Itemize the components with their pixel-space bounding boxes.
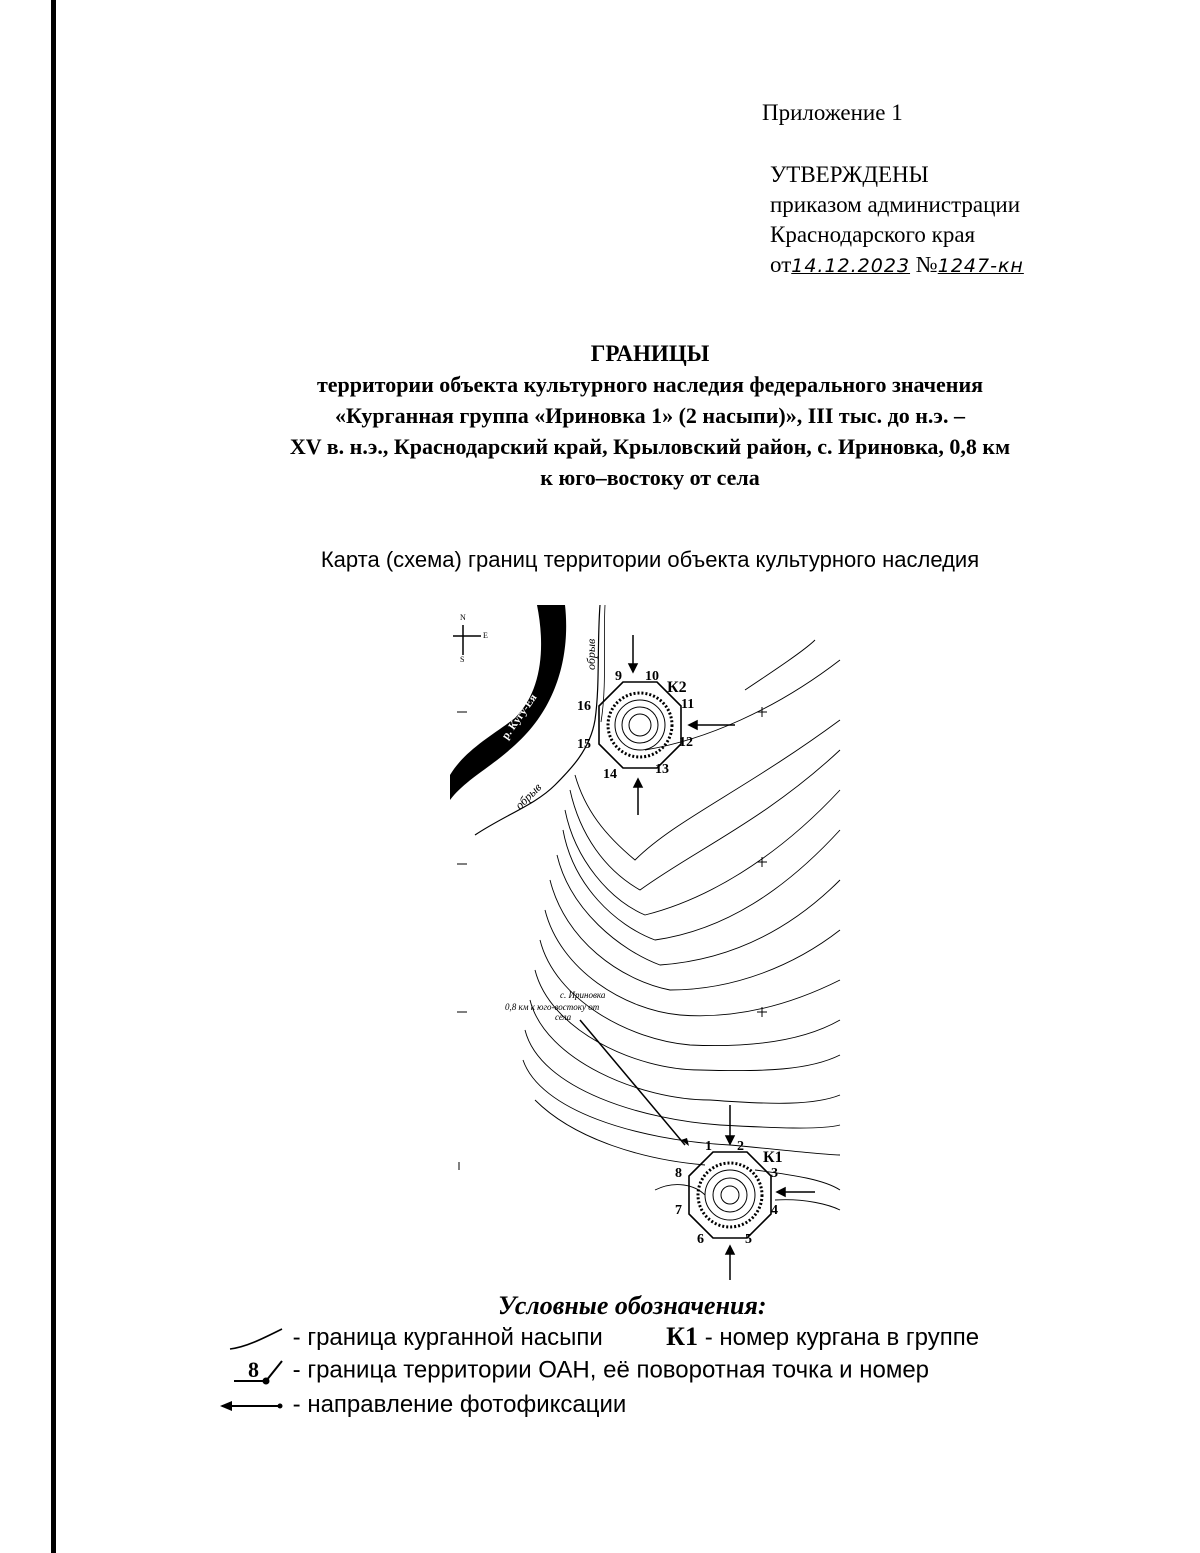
- order-number: 1247-кн: [937, 255, 1024, 277]
- legend-row-photo: [218, 1391, 626, 1419]
- turning-point-icon: [228, 1355, 286, 1387]
- svg-text:E: E: [483, 631, 488, 640]
- cliff-label-bottom: обрыв: [512, 780, 545, 813]
- point-4: 4: [771, 1203, 778, 1218]
- legend-mound-text: - граница курганной насыпи: [292, 1324, 603, 1351]
- svg-text:с. Ириновка: с. Ириновка: [560, 990, 606, 1000]
- svg-text:0,8 км к юго-востоку от: 0,8 км к юго-востоку от: [505, 1002, 600, 1012]
- svg-text:8: 8: [248, 1357, 259, 1382]
- compass-icon: [453, 613, 488, 664]
- point-3: 3: [771, 1166, 778, 1181]
- title-line-2: «Курганная группа «Ириновка 1» (2 насыпи)», III тыс. до н.э. –: [335, 403, 965, 428]
- date-prefix: от: [770, 252, 792, 277]
- legend-row-territory: [228, 1355, 929, 1387]
- approved-line-2: Краснодарского края: [770, 222, 976, 247]
- kurgan-k1-label: К1: [763, 1149, 783, 1166]
- point-1: 1: [705, 1139, 712, 1154]
- legend-k-symbol: К1: [666, 1322, 699, 1351]
- point-2: 2: [737, 1139, 744, 1154]
- kurgan-k2-label: К2: [667, 679, 687, 696]
- appendix-label: Приложение 1: [762, 100, 903, 125]
- cliff-label-top: обрыв: [584, 638, 598, 670]
- point-16: 16: [577, 699, 591, 714]
- point-8: 8: [675, 1166, 682, 1181]
- point-6: 6: [697, 1232, 704, 1247]
- river-band: [450, 605, 566, 800]
- boundary-map: [445, 600, 865, 1280]
- map-caption: Карта (схема) границ территории объекта культурного наследия: [320, 547, 980, 572]
- svg-text:S: S: [460, 655, 465, 664]
- point-10: 10: [645, 669, 659, 684]
- approved-title: УТВЕРЖДЕНЫ: [770, 162, 929, 187]
- river-label: р. Кугу-Ея: [499, 692, 540, 742]
- point-5: 5: [745, 1232, 752, 1247]
- point-7: 7: [675, 1203, 682, 1218]
- legend-row-mound: [228, 1322, 979, 1353]
- svg-text:N: N: [460, 613, 466, 622]
- point-13: 13: [655, 762, 669, 777]
- photo-direction-arrow-icon: [218, 1396, 286, 1416]
- title-line-3: XV в. н.э., Краснодарский край, Крыловский район, с. Ириновка, 0,8 км: [289, 434, 1011, 459]
- svg-text:села: села: [555, 1012, 572, 1022]
- approval-block: [770, 160, 1024, 281]
- document-title: [200, 338, 1100, 493]
- title-main: ГРАНИЦЫ: [590, 341, 710, 366]
- point-12: 12: [679, 735, 693, 750]
- legend-territory-text: - граница территории ОАН, её поворотная точка и номер: [292, 1356, 930, 1384]
- title-line-1: территории объекта культурного наследия федерального значения: [316, 372, 984, 397]
- scan-edge-bar: [51, 0, 56, 1553]
- approved-line-1: приказом администрации: [770, 192, 1021, 217]
- point-15: 15: [577, 737, 591, 752]
- mound-boundary-icon: [228, 1325, 286, 1353]
- point-11: 11: [681, 697, 695, 712]
- legend-photo-text: - направление фотофиксации: [292, 1391, 627, 1418]
- village-note: [505, 990, 606, 1022]
- point-9: 9: [615, 669, 622, 684]
- village-pointer-line: [580, 1020, 685, 1145]
- point-14: 14: [603, 767, 617, 782]
- date-value: 14.12.2023: [791, 255, 911, 277]
- number-prefix: №: [915, 252, 938, 277]
- legend-k-text: - номер кургана в группе: [704, 1324, 980, 1351]
- approved-date-line: [770, 250, 1024, 281]
- legend-title: Условные обозначения:: [498, 1291, 767, 1320]
- title-line-4: к юго–востоку от села: [540, 465, 760, 490]
